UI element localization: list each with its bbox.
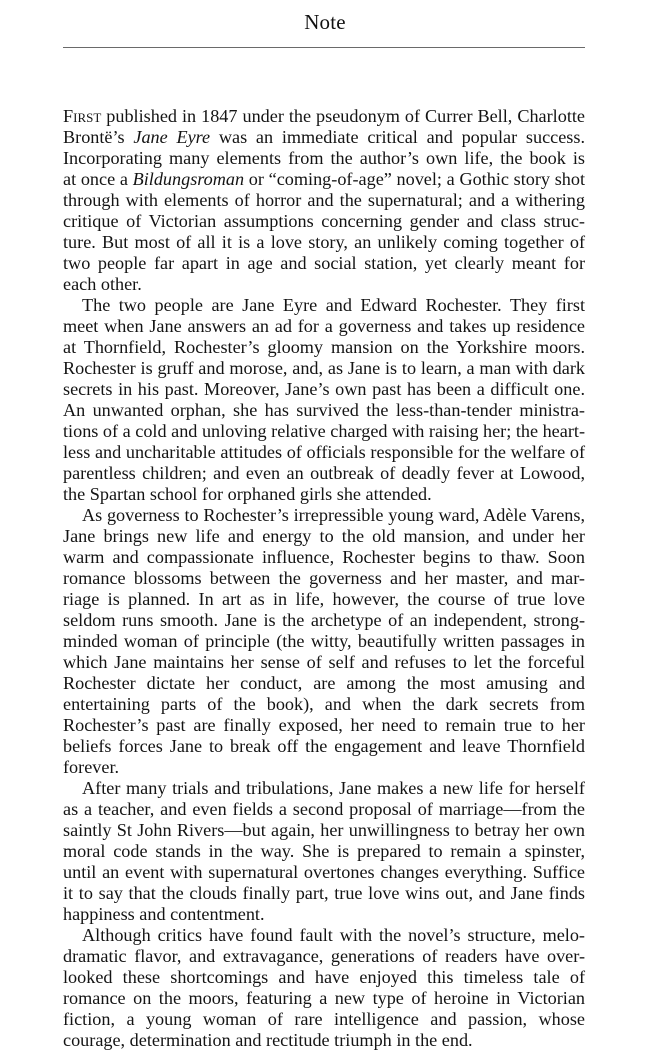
text-line: at once a Bildungsroman or “coming-of-age” novel; a Gothic story shot bbox=[63, 169, 586, 189]
drop-lead-smallcaps: First bbox=[63, 106, 102, 126]
text-line: romance blossoms between the governess and her master, and mar- bbox=[63, 568, 585, 588]
text-line: at Thornfield, Rochester’s gloomy mansion on the Yorkshire moors. bbox=[63, 337, 585, 357]
term-italic: Bildungsroman bbox=[132, 169, 245, 189]
paragraph-4 bbox=[63, 778, 585, 925]
text-line: through with elements of horror and the supernatural; and a withering bbox=[63, 190, 585, 210]
text-line: tions of a cold and unloving relative charged with raising her; the heart- bbox=[63, 421, 585, 441]
text-line: minded woman of principle (the witty, beautifully written passages in bbox=[63, 631, 585, 651]
text-line: looked these shortcomings and have enjoyed this timeless tale of bbox=[63, 967, 585, 987]
text-line: happiness and contentment. bbox=[63, 904, 265, 924]
paragraph-5 bbox=[63, 925, 585, 1051]
text-line: As governess to Rochester’s irrepressible young ward, Adèle Varens, bbox=[82, 505, 585, 525]
text-line: as a teacher, and even fields a second proposal of marriage—from the bbox=[63, 799, 585, 819]
text-line: entertaining parts of the book), and when the dark secrets from bbox=[63, 694, 585, 714]
text-line: warm and compassionate influence, Rochester begins to thaw. Soon bbox=[63, 547, 585, 567]
page-title: Note bbox=[304, 10, 346, 34]
text-line: less and uncharitable attitudes of officials responsible for the welfare of bbox=[63, 442, 585, 462]
text-line: each other. bbox=[63, 274, 142, 294]
text-line: The two people are Jane Eyre and Edward Rochester. They first bbox=[82, 295, 585, 315]
text-line: Although critics have found fault with the novel’s structure, melo- bbox=[82, 925, 585, 945]
text-line: Rochester dictate her conduct, are among the most amusing and bbox=[63, 673, 585, 693]
text-line: Rochester’s past are finally exposed, her need to remain true to her bbox=[63, 715, 585, 735]
text-line: After many trials and tribulations, Jane makes a new life for herself bbox=[82, 778, 585, 798]
paragraph-2 bbox=[63, 295, 585, 505]
note-body bbox=[63, 106, 585, 1051]
text-line: Jane brings new life and energy to the old mansion, and under her bbox=[63, 526, 585, 546]
text-line: two people far apart in age and social station, yet clearly meant for bbox=[63, 253, 585, 273]
text-line: until an event with supernatural overtones changes everything. Suffice bbox=[63, 862, 585, 882]
text-line: An unwanted orphan, she has survived the less-than-tender ministra- bbox=[63, 400, 585, 420]
text-line: parentless children; and even an outbreak of deadly fever at Lowood, bbox=[63, 463, 585, 483]
text-line: romance on the moors, featuring a new type of heroine in Victorian bbox=[63, 988, 585, 1008]
text-line: secrets in his past. Moreover, Jane’s own past has been a difficult one. bbox=[63, 379, 585, 399]
text-line: beliefs forces Jane to break off the engagement and leave Thornfield bbox=[63, 736, 585, 756]
text-line: meet when Jane answers an ad for a governess and takes up residence bbox=[63, 316, 585, 336]
text-line: ture. But most of all it is a love story, an unlikely coming together of bbox=[63, 232, 585, 252]
text-line: it to say that the clouds finally part, true love wins out, and Jane finds bbox=[63, 883, 585, 903]
text-line: the Spartan school for orphaned girls she attended. bbox=[63, 484, 432, 504]
text-line: forever. bbox=[63, 757, 120, 777]
text-line: dramatic flavor, and extravagance, generations of readers have over- bbox=[63, 946, 585, 966]
text-line: saintly St John Rivers—but again, her unwillingness to betray her own bbox=[63, 820, 585, 840]
text-line: moral code stands in the way. She is prepared to remain a spinster, bbox=[63, 841, 585, 861]
paragraph-1 bbox=[63, 106, 585, 295]
text-line: Rochester is gruff and morose, and, as Jane is to learn, a man with dark bbox=[63, 358, 585, 378]
text-line: seldom runs smooth. Jane is the archetype of an independent, strong- bbox=[63, 610, 585, 630]
text-line: critique of Victorian assumptions concerning gender and class struc- bbox=[63, 211, 585, 231]
text-line: riage is planned. In art as in life, however, the course of true love bbox=[63, 589, 585, 609]
text-line: Brontë’s Jane Eyre was an immediate critical and popular success. bbox=[63, 127, 585, 147]
header-divider bbox=[63, 47, 585, 48]
book-title-italic: Jane Eyre bbox=[133, 127, 211, 147]
text-line: First published in 1847 under the pseudonym of Currer Bell, Charlotte bbox=[63, 106, 585, 126]
text-line: courage, determination and rectitude triumph in the end. bbox=[63, 1030, 473, 1050]
text-line: fiction, a young woman of rare intelligence and passion, whose bbox=[63, 1009, 585, 1029]
text-line: which Jane maintains her sense of self and refuses to let the forceful bbox=[63, 652, 585, 672]
text-line: Incorporating many elements from the author’s own life, the book is bbox=[63, 148, 585, 168]
paragraph-3 bbox=[63, 505, 585, 778]
